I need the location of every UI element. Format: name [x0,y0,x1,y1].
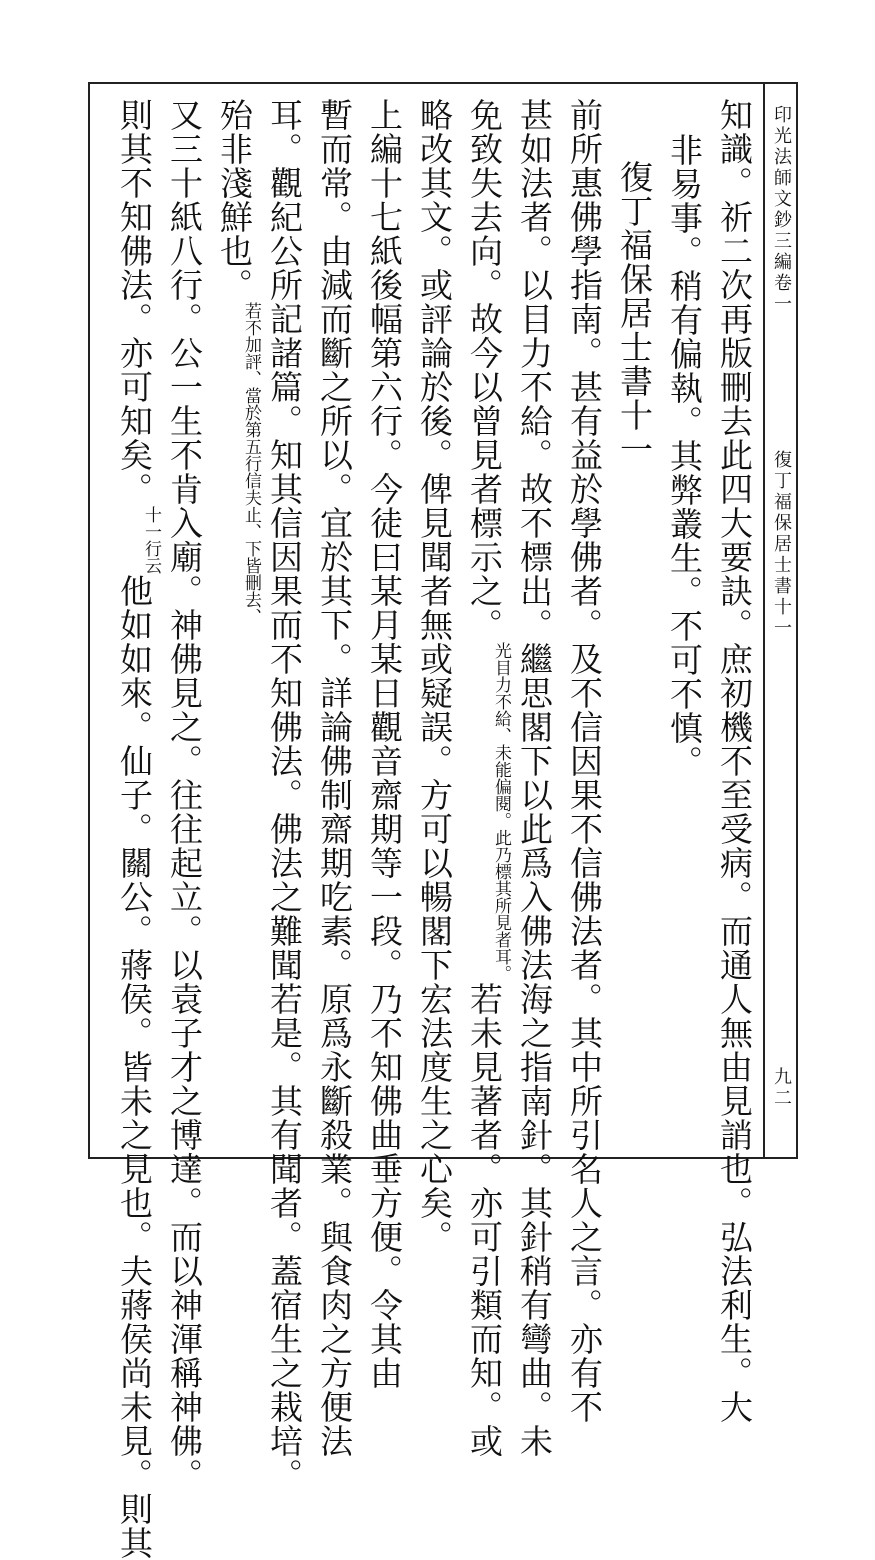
text-column [559,98,609,1424]
column-text: 知識。祈二次再版刪去此四大要訣。庶初機不至受病。而通人無由見誚也。弘法利生。大 [715,98,754,1424]
column-text: 略改其文。或評論於後。俾見聞者無或疑誤。方可以暢閣下宏法度生之心矣。 [415,98,454,1254]
column-text: 又三十紙八行。公一生不肯入廟。神佛見之。往往起立。以袁子才之博達。而以神渾稱神佛。 [165,98,204,1492]
interlinear-note: 十一行云 [141,506,161,574]
interlinear-note: 若不加評、當於第五行信夫止、下皆刪去、 [241,302,261,625]
letter-title [609,98,659,1148]
text-column [259,98,309,1492]
column-text: 殆非淺鮮也。 [215,98,254,302]
text-column [209,98,259,1148]
text-column [109,98,161,1560]
letter-title-text: 復丁福保居士書十一 [615,160,654,466]
section-title-header: 復丁福保居士書十一 [771,450,792,639]
text-column [159,98,209,1492]
text-column [459,98,511,1458]
column-text: 暫而常。由減而斷之所以。宜於其下。詳論佛制齋期吃素。原爲永斷殺業。與食肉之方便法 [315,98,354,1458]
text-column [659,98,709,1148]
column-text: 前所惠佛學指南。甚有益於學佛者。及不信因果不信佛法者。其中所引名人之言。亦有不 [565,98,604,1424]
column-text: 則其不知佛法。亦可知矣。 [115,98,154,506]
interlinear-note: 光目力不給、未能偏閱。此乃標其所見者耳。 [491,642,511,982]
column-text-continued: 若未見著者。亦可引類而知。或 [465,982,504,1458]
text-column [309,98,359,1458]
book-title: 印光法師文鈔三編卷一 [771,105,792,315]
column-text: 上編十七紙後幅第六行。今徒曰某月某日觀音齋期等一段。乃不知佛曲垂方便。令其由 [365,98,404,1390]
page-margin-header [770,105,792,1145]
vertical-body-text [97,98,759,1560]
column-text-continued: 他如如來。仙子。關公。蔣侯。皆未之見也。夫蔣侯尚未見。則其 [115,574,154,1560]
margin-rule [763,82,765,1159]
text-column [709,98,759,1424]
text-column [359,98,409,1390]
column-text: 耳。觀紀公所記諸篇。知其信因果而不知佛法。佛法之難聞若是。其有聞者。蓋宿生之栽培。 [265,98,304,1492]
column-text: 免致失去向。故今以曾見者標示之。 [465,98,504,642]
column-text: 非易事。稍有偏執。其弊叢生。不可不慎。 [665,133,704,779]
text-column [509,98,559,1458]
text-column [409,98,459,1254]
column-text: 甚如法者。以目力不給。故不標出。繼思閣下以此爲入佛法海之指南針。其針稍有彎曲。未 [515,98,554,1458]
page-number: 九二 [771,1067,792,1109]
